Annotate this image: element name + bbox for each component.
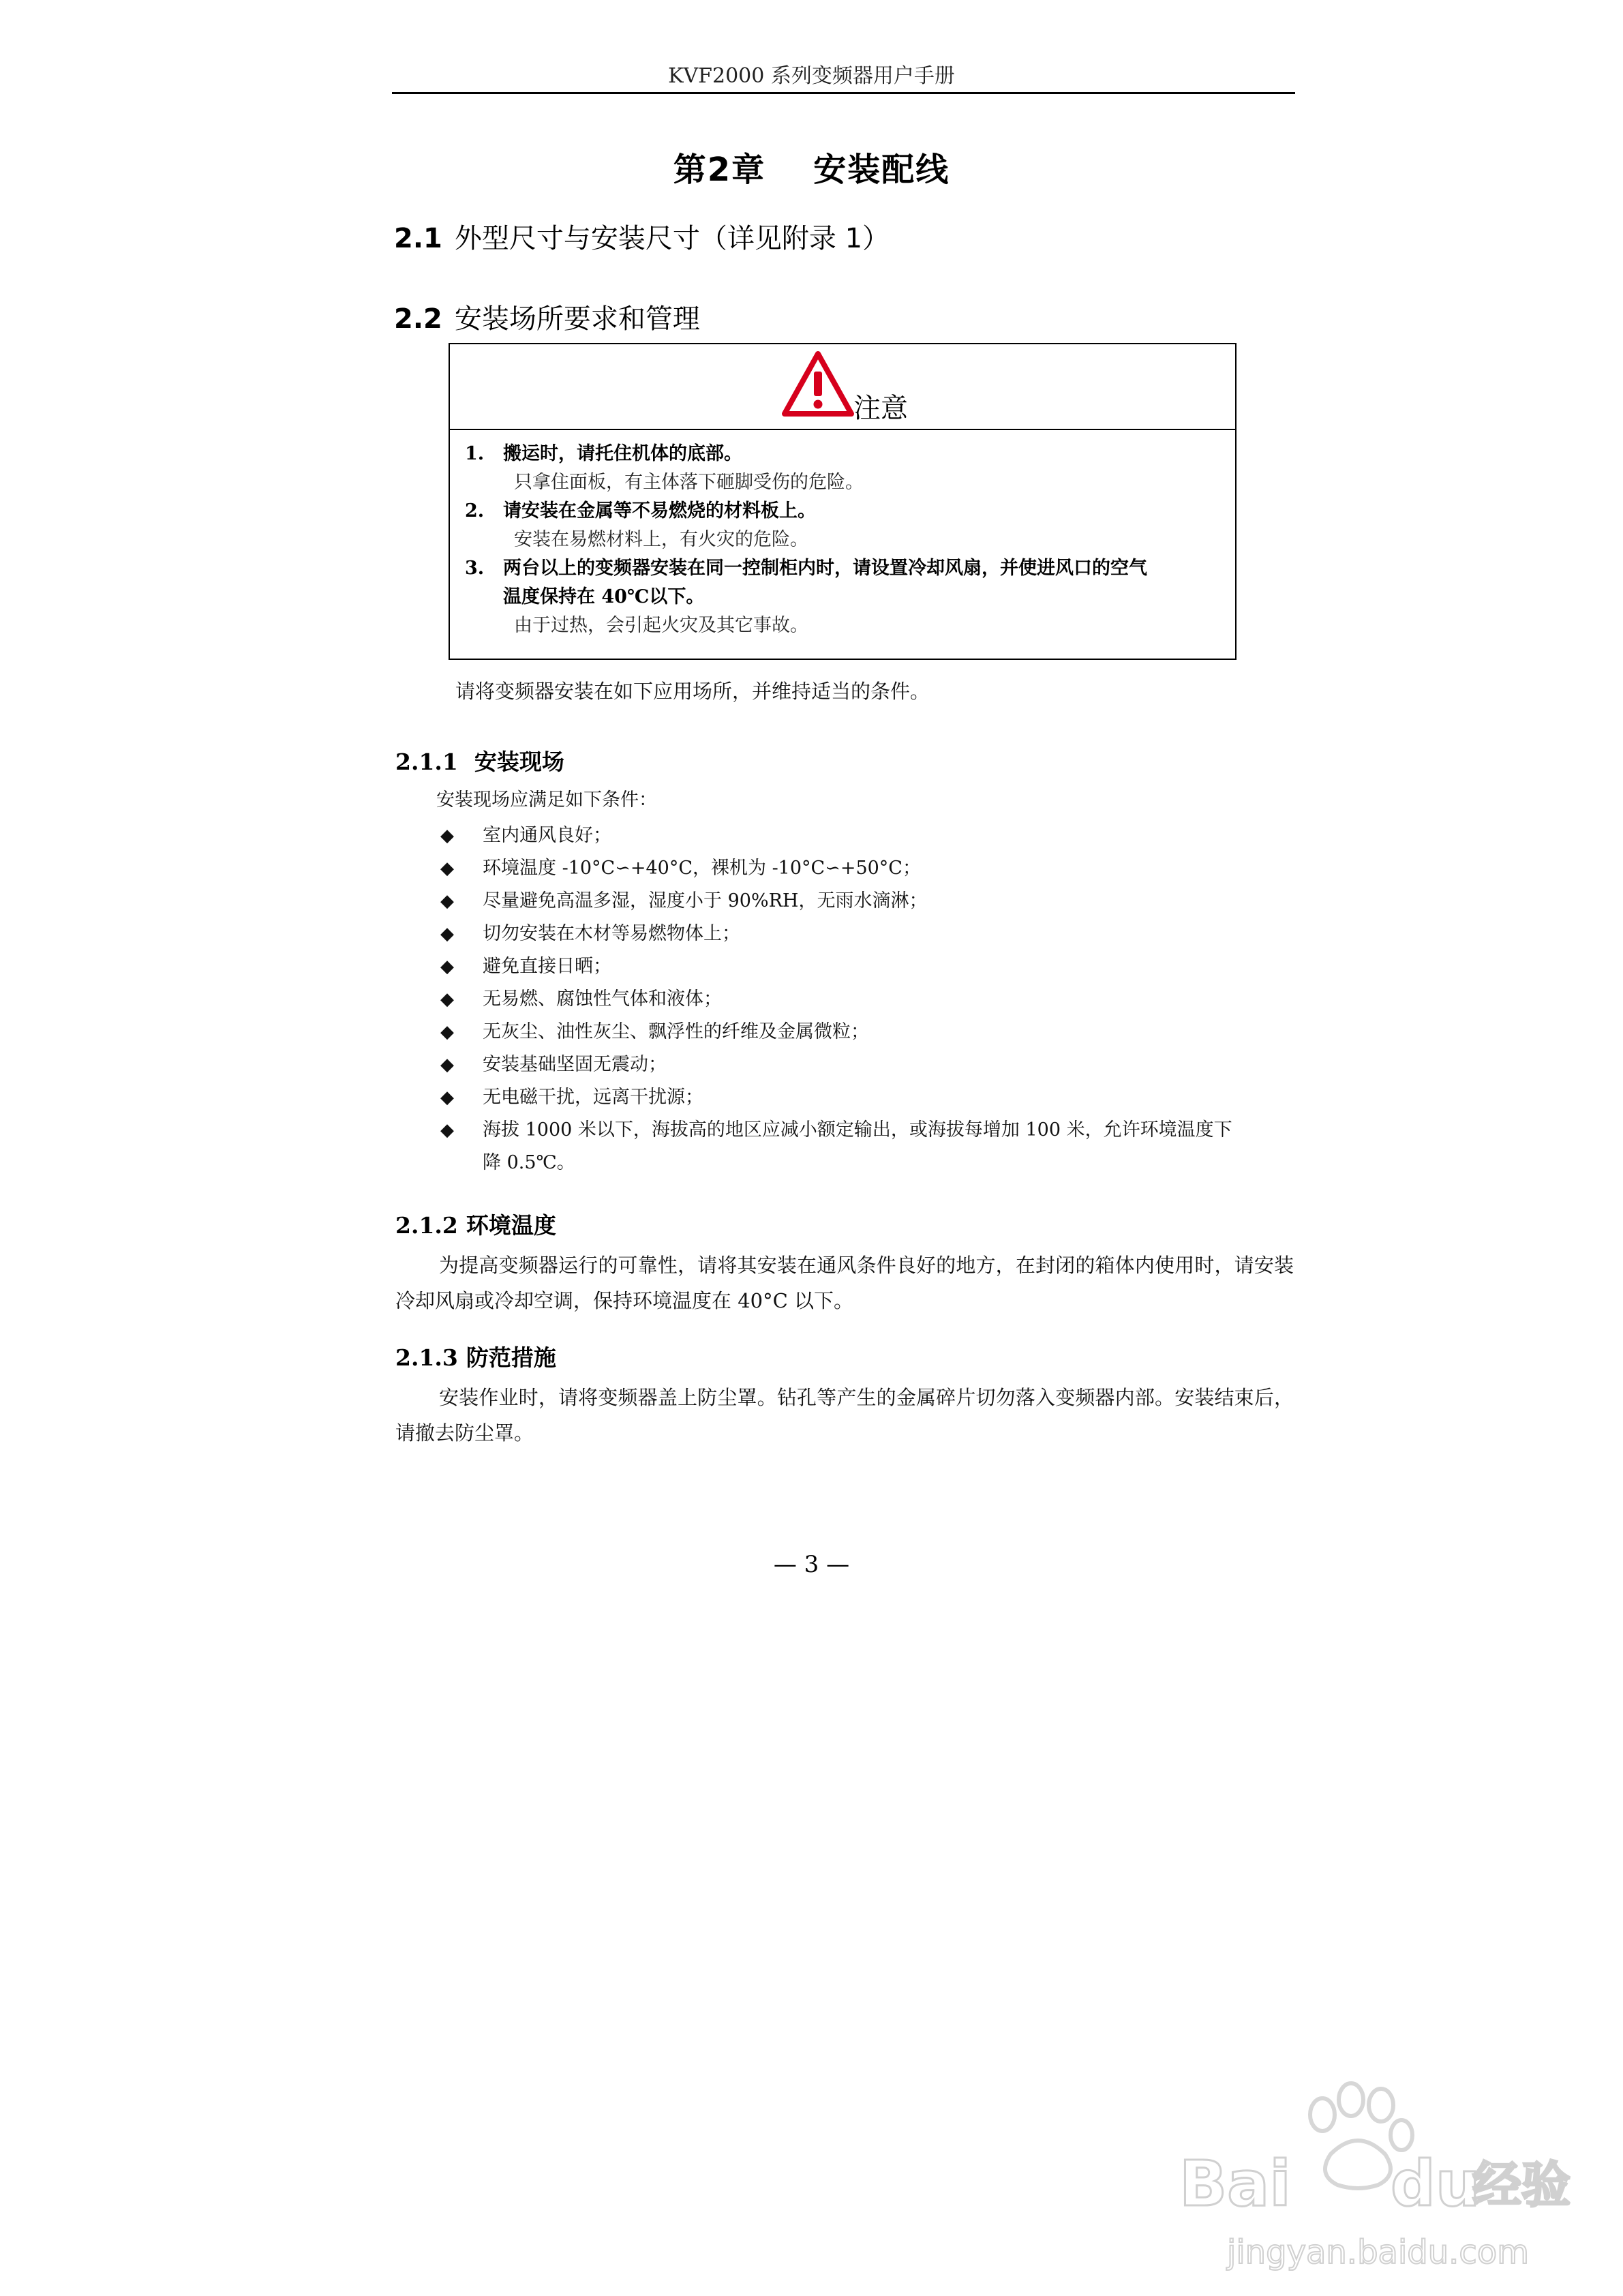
list-item: ◆ 避免直接日晒； <box>436 950 1295 983</box>
list-item: ◆ 安装基础坚固无震动； <box>436 1048 1295 1081</box>
svg-text:Bai: Bai <box>1179 2147 1291 2220</box>
section-number: 2.1 <box>394 223 442 254</box>
chapter-title <box>0 143 1623 190</box>
precautions-paragraph: 安装作业时，请将变频器盖上防尘罩。钻孔等产生的金属碎片切勿落入变频器内部。安装结束后，请撤去防尘罩。 <box>395 1386 1294 1445</box>
diamond-bullet-icon: ◆ <box>440 1022 454 1042</box>
item-consequence: 安装在易燃材料上，有火灾的危险。 <box>514 529 808 550</box>
diamond-bullet-icon: ◆ <box>440 1120 454 1141</box>
section-number: 2.2 <box>394 303 442 335</box>
section-2-1-heading <box>394 217 890 256</box>
svg-text:经验: 经验 <box>1472 2156 1571 2214</box>
caution-box <box>449 343 1237 660</box>
subsection-title: 安装现场 <box>474 749 564 775</box>
caution-header <box>450 344 1235 430</box>
list-item: ◆ 无易燃、腐蚀性气体和液体； <box>436 983 1295 1016</box>
diamond-bullet-icon: ◆ <box>440 924 454 944</box>
section-title: 安装场所要求和管理 <box>454 303 700 335</box>
caution-item <box>465 497 1222 554</box>
item-number: 2. <box>465 500 485 522</box>
chapter-number: 第2章 <box>673 151 766 189</box>
svg-text:jingyan.baidu.com: jingyan.baidu.com <box>1227 2233 1529 2271</box>
subsection-number: 2.1.3 <box>395 1344 458 1371</box>
site-requirements-list <box>436 784 1295 1179</box>
diamond-bullet-icon: ◆ <box>440 891 454 911</box>
item-consequence: 只拿住面板，有主体落下砸脚受伤的危险。 <box>514 472 864 493</box>
diamond-bullet-icon: ◆ <box>440 1087 454 1108</box>
item-consequence: 由于过热，会引起火灾及其它事故。 <box>514 615 808 636</box>
diamond-bullet-icon: ◆ <box>440 826 454 846</box>
subsection-title: 防范措施 <box>466 1344 556 1371</box>
list-item: ◆ 切勿安装在木材等易燃物体上； <box>436 918 1295 950</box>
list-item: ◆ 环境温度 -10°C∽+40°C，裸机为 -10°C∽+50°C； <box>436 852 1295 885</box>
list-item-continuation: 降 0.5℃。 <box>483 1152 575 1173</box>
item-text: 两台以上的变频器安装在同一控制柜内时，请设置冷却风扇，并使进风口的空气 <box>503 558 1147 579</box>
chapter-name: 安装配线 <box>813 151 950 189</box>
item-number: 1. <box>465 443 485 464</box>
diamond-bullet-icon: ◆ <box>440 858 454 879</box>
subsection-2-1-1-heading <box>395 744 564 776</box>
list-item: ◆ 无灰尘、油性灰尘、飘浮性的纤维及金属微粒； <box>436 1016 1295 1048</box>
baidu-jingyan-watermark <box>1152 2072 1588 2277</box>
page-number: — 3 — <box>773 1551 850 1578</box>
section-2-2-heading <box>394 297 700 336</box>
list-item: ◆ 室内通风良好； <box>436 819 1295 852</box>
list-intro: 安装现场应满足如下条件： <box>436 789 657 811</box>
list-item: ◆ 海拔 1000 米以下，海拔高的地区应减小额定输出，或海拔每增加 100 米，允许环境温度下 <box>436 1114 1295 1147</box>
subsection-2-1-2-heading <box>395 1208 556 1240</box>
caution-item <box>465 440 1222 497</box>
running-header: KVF2000 系列变频器用户手册 <box>668 64 955 88</box>
item-number: 3. <box>465 558 485 579</box>
subsection-number: 2.1.1 <box>395 749 458 775</box>
item-text: 搬运时，请托住机体的底部。 <box>503 443 742 464</box>
caution-item <box>465 554 1222 640</box>
list-item: ◆ 尽量避免高温多湿，湿度小于 90%RH，无雨水滴淋； <box>436 885 1295 918</box>
header-rule <box>392 92 1295 94</box>
item-text: 请安装在金属等不易燃烧的材料板上。 <box>503 500 816 522</box>
intro-paragraph: 请将变频器安装在如下应用场所，并维持适当的条件。 <box>455 680 930 703</box>
subsection-title: 环境温度 <box>466 1212 556 1239</box>
subsection-number: 2.1.2 <box>395 1212 458 1239</box>
caution-title: 注意 <box>853 393 908 424</box>
warning-triangle-icon <box>780 350 855 418</box>
list-item: ◆ 无电磁干扰，远离干扰源； <box>436 1081 1295 1114</box>
svg-text:du: du <box>1391 2147 1481 2220</box>
subsection-2-1-3-heading <box>395 1340 556 1372</box>
ambient-temperature-paragraph: 为提高变频器运行的可靠性，请将其安装在通风条件良好的地方，在封闭的箱体内使用时，请安装冷却风扇或冷却空调，保持环境温度在 40°C 以下。 <box>395 1254 1294 1312</box>
item-text-continued: 温度保持在 40℃以下。 <box>503 586 705 607</box>
diamond-bullet-icon: ◆ <box>440 989 454 1010</box>
section-title: 外型尺寸与安装尺寸（详见附录 1） <box>454 223 890 254</box>
caution-list <box>465 440 1222 640</box>
diamond-bullet-icon: ◆ <box>440 1055 454 1075</box>
diamond-bullet-icon: ◆ <box>440 956 454 977</box>
